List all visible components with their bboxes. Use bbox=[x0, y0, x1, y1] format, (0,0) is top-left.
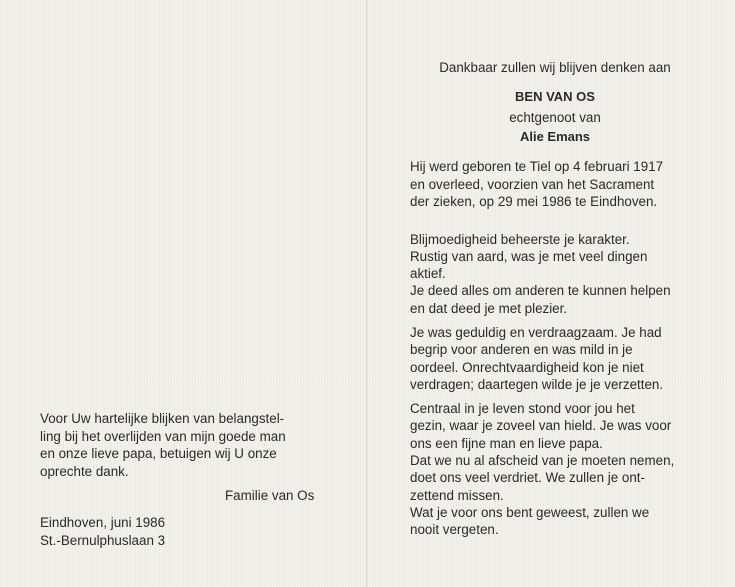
thanks-text bbox=[40, 410, 340, 480]
poem-line: ons een fijne man en lieve papa. bbox=[410, 435, 603, 451]
intro-text: Dankbaar zullen wij blijven denken aan bbox=[439, 60, 671, 75]
thanks-line: Voor Uw hartelijke blijken van belangstel- bbox=[40, 411, 285, 426]
poem-line: Rustig van aard, was je met veel dingen bbox=[410, 248, 648, 264]
poem bbox=[410, 231, 700, 539]
spouse-name: Alie Emans bbox=[519, 129, 591, 144]
poem-line: gezin, waar je zoveel van hield. Je was voor bbox=[410, 418, 672, 434]
address-line: St.-Bernulphuslaan 3 bbox=[40, 532, 166, 548]
deceased-name: BEN VAN OS bbox=[515, 89, 595, 104]
spouse-label: echtgenoot van bbox=[509, 110, 601, 125]
poem-line: begrip voor anderen en was mild in je bbox=[410, 342, 633, 358]
thanks-line: oprechte dank. bbox=[40, 463, 129, 479]
bio-line: der zieken, op 29 mei 1986 te Eindhoven. bbox=[410, 194, 658, 209]
poem-line: Dat we nu al afscheid van je moeten nemen, bbox=[410, 453, 675, 469]
poem-line: zettend missen. bbox=[410, 487, 504, 503]
card-fold bbox=[366, 0, 368, 587]
right-panel bbox=[410, 60, 700, 539]
poem-line: Centraal in je leven stond voor jou het bbox=[410, 401, 635, 417]
poem-line: Wat je voor ons bent geweest, zullen we bbox=[410, 504, 650, 520]
bio-line: en overleed, voorzien van het Sacrament bbox=[410, 176, 655, 192]
poem-line: oordeel. Onrechtvaardigheid kon je niet bbox=[410, 359, 644, 375]
poem-line: Blijmoedigheid beheerste je karakter. bbox=[410, 231, 630, 247]
poem-line: doet ons veel verdriet. We zullen je ont- bbox=[410, 470, 645, 486]
address-block bbox=[40, 514, 165, 549]
family-signature: Familie van Os bbox=[225, 488, 315, 503]
poem-line: Je was geduldig en verdraagzaam. Je had bbox=[410, 324, 662, 340]
address-line: Eindhoven, juni 1986 bbox=[40, 515, 166, 530]
bio-line: Hij werd geboren te Tiel op 4 februari 1917 bbox=[410, 159, 664, 174]
thanks-line: ling bij het overlijden van mijn goede man bbox=[40, 428, 286, 444]
poem-line: Je deed alles om anderen te kunnen helpen bbox=[410, 283, 671, 299]
thanks-line: en onze lieve papa, betuigen wij U onze bbox=[40, 446, 277, 461]
poem-line: verdragen; daartegen wilde je je verzetten. bbox=[410, 376, 664, 392]
biography bbox=[410, 158, 700, 211]
poem-line: nooit vergeten. bbox=[410, 522, 499, 538]
poem-line: en dat deed je met plezier. bbox=[410, 300, 568, 316]
left-panel bbox=[40, 410, 340, 548]
poem-line: aktief. bbox=[410, 266, 446, 282]
